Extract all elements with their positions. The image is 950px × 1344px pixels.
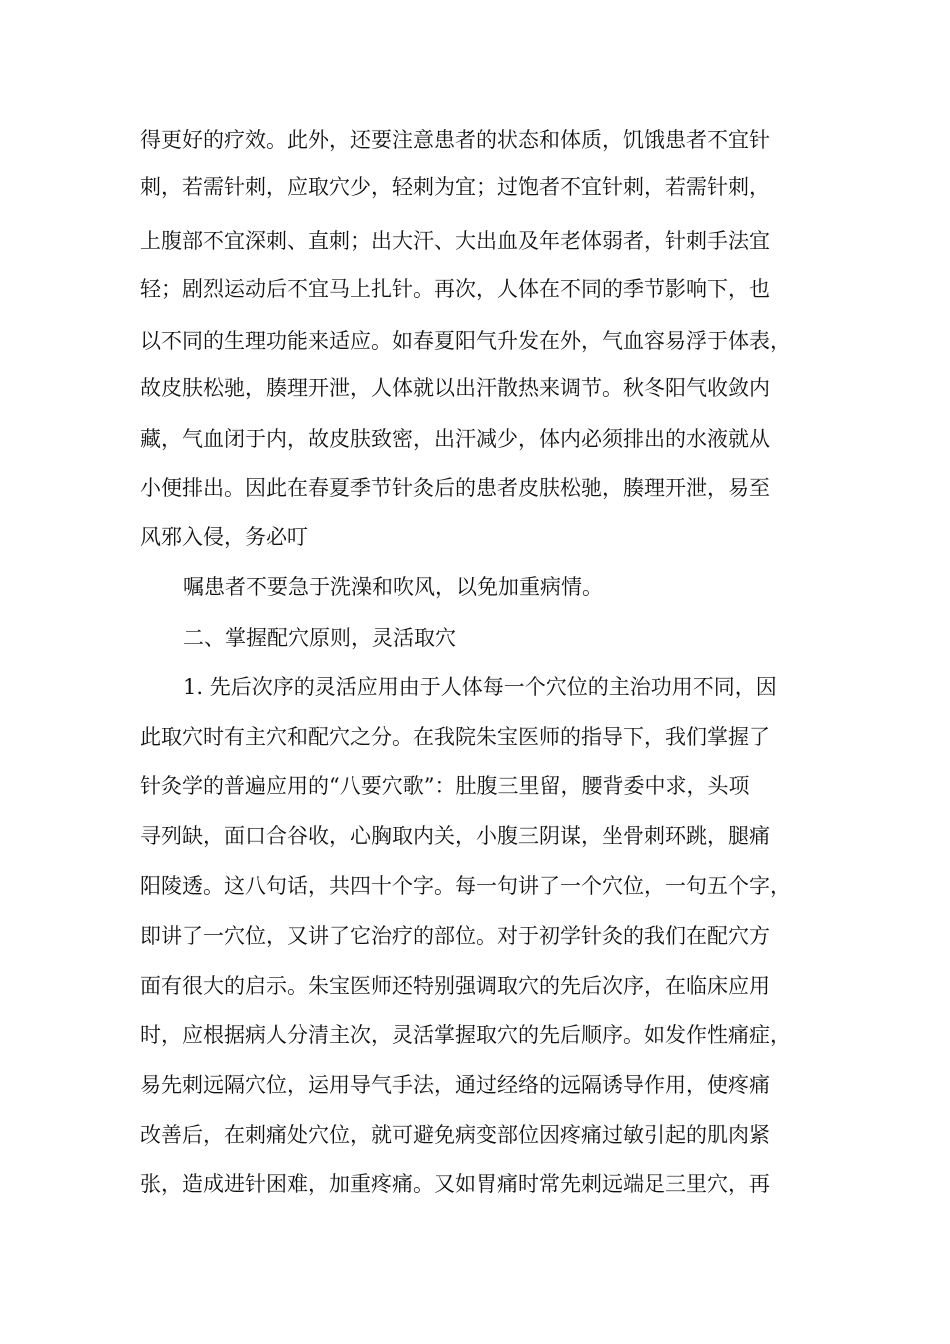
text-line: 小便排出。因此在春夏季节针灸后的患者皮肤松驰，腠理开泄，易至 — [140, 476, 770, 500]
text-line: 上腹部不宜深刺、直刺；出大汗、大出血及年老体弱者，针刺手法宜 — [140, 229, 770, 253]
text-line: 面有很大的启示。朱宝医师还特别强调取穴的先后次序，在临床应用 — [140, 974, 770, 998]
text-line: 刺，若需针刺，应取穴少，轻刺为宜；过饱者不宜针刺，若需针刺， — [140, 175, 770, 199]
text-line: 针灸学的普遍应用的“八要穴歌”：肚腹三里留，腰背委中求，头项 — [140, 774, 750, 798]
text-line: 时，应根据病人分清主次，灵活掌握取穴的先后顺序。如发作性痛症， — [140, 1023, 791, 1047]
text-line: 藏，气血闭于内，故皮肤致密，出汗减少，体内必须排出的水液就从 — [140, 427, 770, 451]
text-line: 风邪入侵，务必叮 — [140, 525, 308, 549]
text-line: 阳陵透。这八句话，共四十个字。每一句讲了一个穴位，一句五个字， — [140, 874, 791, 898]
text-line: 改善后，在刺痛处穴位，就可避免病变部位因疼痛过敏引起的肌肉紧 — [140, 1123, 770, 1147]
text-line: 易先刺远隔穴位，运用导气手法，通过经络的远隔诱导作用，使疼痛 — [140, 1073, 770, 1097]
text-line: 张，造成进针困难，加重疼痛。又如胃痛时常先刺远端足三里穴，再 — [140, 1172, 770, 1196]
text-line: 以不同的生理功能来适应。如春夏阳气升发在外，气血容易浮于体表， — [140, 329, 791, 353]
text-line: 即讲了一穴位，又讲了它治疗的部位。对于初学针灸的我们在配穴方 — [140, 924, 770, 948]
text-line: 寻列缺，面口合谷收，心胸取内关，小腹三阴谋，坐骨刺环跳，腿痛 — [140, 824, 770, 848]
text-line: 1. 先后次序的灵活应用由于人体每一个穴位的主治功用不同，因 — [183, 675, 777, 699]
text-line: 故皮肤松驰，腠理开泄，人体就以出汗散热来调节。秋冬阳气收敛内 — [140, 376, 770, 400]
section-heading: 二、掌握配穴原则，灵活取穴 — [183, 626, 456, 650]
text-line: 此取穴时有主穴和配穴之分。在我院朱宝医师的指导下，我们掌握了 — [140, 725, 770, 749]
text-line: 得更好的疗效。此外，还要注意患者的状态和体质，饥饿患者不宜针 — [140, 128, 770, 152]
text-line: 嘱患者不要急于洗澡和吹风，以免加重病情。 — [183, 575, 603, 599]
text-line: 轻；剧烈运动后不宜马上扎针。再次，人体在不同的季节影响下，也 — [140, 277, 770, 301]
